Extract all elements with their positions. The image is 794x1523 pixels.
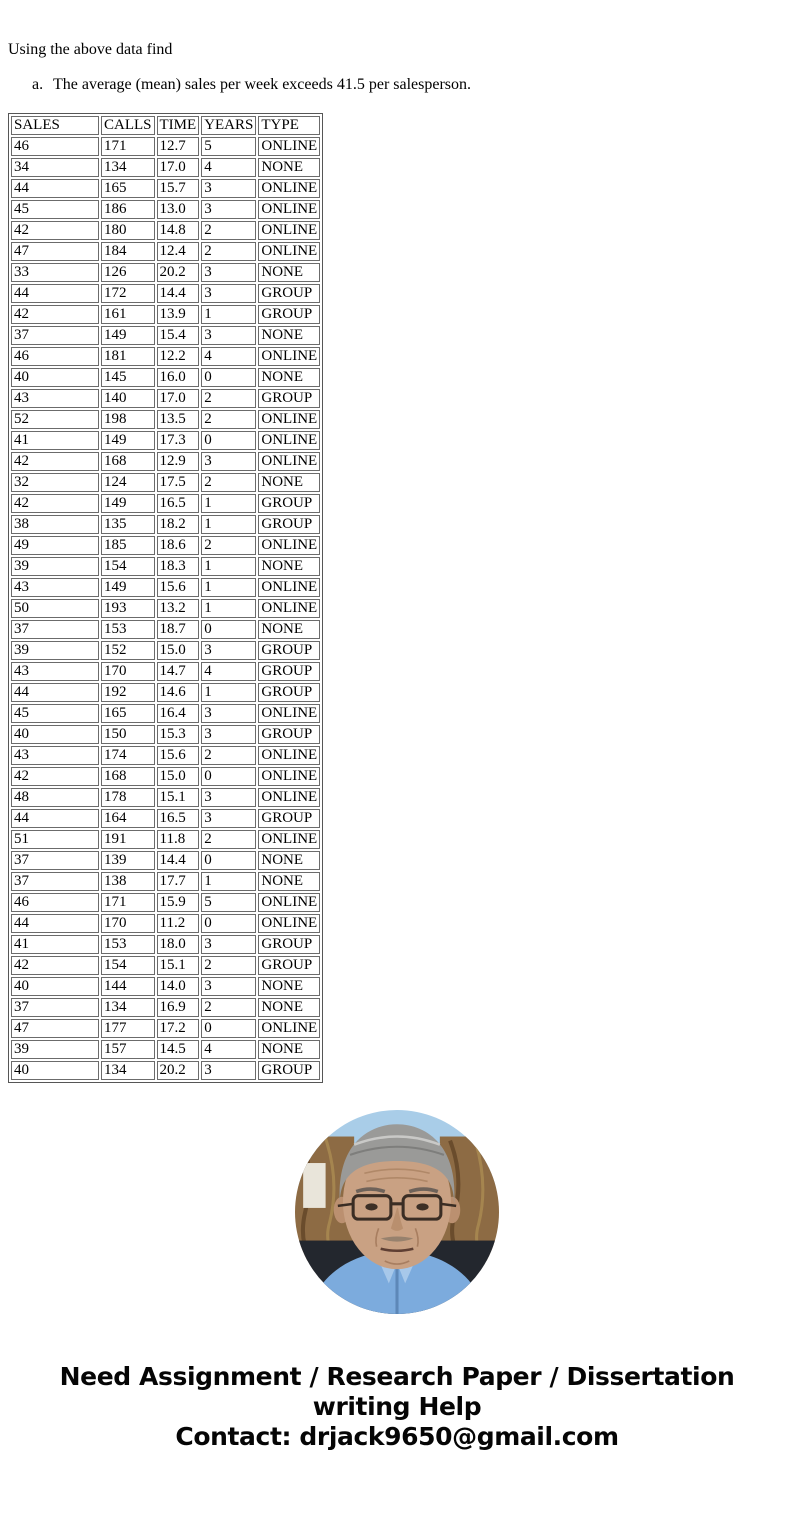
photo-container [8, 1110, 786, 1314]
table-cell: 49 [11, 536, 99, 555]
table-cell: 42 [11, 956, 99, 975]
table-cell: 12.4 [157, 242, 200, 261]
table-cell: 2 [201, 830, 256, 849]
table-cell: ONLINE [258, 536, 320, 555]
table-cell: 172 [101, 284, 155, 303]
table-cell: 14.5 [157, 1040, 200, 1059]
table-cell: NONE [258, 998, 320, 1017]
table-cell: ONLINE [258, 893, 320, 912]
table-cell: 126 [101, 263, 155, 282]
table-row [11, 452, 320, 471]
table-cell: 2 [201, 746, 256, 765]
table-cell: 168 [101, 452, 155, 471]
table-cell: ONLINE [258, 200, 320, 219]
table-row [11, 599, 320, 618]
table-cell: 2 [201, 956, 256, 975]
table-cell: 34 [11, 158, 99, 177]
table-row [11, 431, 320, 450]
table-cell: 18.0 [157, 935, 200, 954]
table-row [11, 641, 320, 660]
table-cell: 4 [201, 662, 256, 681]
table-cell: 170 [101, 914, 155, 933]
table-cell: GROUP [258, 1061, 320, 1080]
table-cell: 52 [11, 410, 99, 429]
table-cell: 44 [11, 809, 99, 828]
table-cell: 18.3 [157, 557, 200, 576]
table-cell: 17.7 [157, 872, 200, 891]
table-cell: GROUP [258, 725, 320, 744]
table-cell: 12.9 [157, 452, 200, 471]
table-cell: 17.0 [157, 389, 200, 408]
table-cell: 1 [201, 557, 256, 576]
table-cell: 2 [201, 473, 256, 492]
table-cell: 154 [101, 956, 155, 975]
table-row [11, 326, 320, 345]
table-cell: NONE [258, 326, 320, 345]
table-cell: 145 [101, 368, 155, 387]
table-cell: 40 [11, 1061, 99, 1080]
table-cell: 1 [201, 515, 256, 534]
table-cell: 3 [201, 788, 256, 807]
table-cell: 14.4 [157, 284, 200, 303]
table-cell: 1 [201, 578, 256, 597]
table-row [11, 851, 320, 870]
table-cell: 144 [101, 977, 155, 996]
table-cell: 161 [101, 305, 155, 324]
table-cell: ONLINE [258, 242, 320, 261]
table-cell: GROUP [258, 935, 320, 954]
column-header-type: TYPE [258, 116, 320, 135]
table-cell: GROUP [258, 956, 320, 975]
table-cell: 1 [201, 494, 256, 513]
table-cell: ONLINE [258, 788, 320, 807]
table-cell: 16.4 [157, 704, 200, 723]
table-cell: 16.9 [157, 998, 200, 1017]
table-cell: ONLINE [258, 830, 320, 849]
table-cell: 2 [201, 221, 256, 240]
table-cell: 14.4 [157, 851, 200, 870]
table-cell: 198 [101, 410, 155, 429]
help-banner-line-2: writing Help [312, 1392, 482, 1421]
table-cell: 32 [11, 473, 99, 492]
table-cell: 15.6 [157, 578, 200, 597]
table-cell: 157 [101, 1040, 155, 1059]
table-cell: 16.5 [157, 809, 200, 828]
table-row [11, 809, 320, 828]
person-portrait-graphic [295, 1110, 499, 1314]
table-row [11, 158, 320, 177]
table-cell: 37 [11, 851, 99, 870]
table-cell: 44 [11, 914, 99, 933]
table-cell: ONLINE [258, 914, 320, 933]
table-cell: 3 [201, 935, 256, 954]
table-cell: 191 [101, 830, 155, 849]
table-cell: 15.3 [157, 725, 200, 744]
table-cell: 14.7 [157, 662, 200, 681]
table-cell: ONLINE [258, 179, 320, 198]
table-cell: 42 [11, 452, 99, 471]
table-cell: 42 [11, 494, 99, 513]
table-row [11, 914, 320, 933]
table-cell: 15.1 [157, 788, 200, 807]
table-cell: 40 [11, 368, 99, 387]
table-row [11, 872, 320, 891]
table-cell: 134 [101, 998, 155, 1017]
table-row [11, 473, 320, 492]
table-cell: 39 [11, 641, 99, 660]
table-cell: 3 [201, 200, 256, 219]
table-row [11, 200, 320, 219]
table-cell: 3 [201, 179, 256, 198]
table-cell: 164 [101, 809, 155, 828]
table-cell: ONLINE [258, 767, 320, 786]
table-row [11, 284, 320, 303]
intro-text: Using the above data find [8, 41, 173, 58]
table-cell: NONE [258, 977, 320, 996]
table-cell: 15.7 [157, 179, 200, 198]
table-row [11, 137, 320, 156]
table-cell: 5 [201, 893, 256, 912]
table-cell: 2 [201, 242, 256, 261]
table-row [11, 347, 320, 366]
help-banner-contact-email: Contact: drjack9650@gmail.com [175, 1422, 619, 1451]
table-cell: 1 [201, 599, 256, 618]
table-cell: 17.5 [157, 473, 200, 492]
table-cell: 165 [101, 704, 155, 723]
table-row [11, 893, 320, 912]
table-cell: 0 [201, 767, 256, 786]
table-cell: 39 [11, 557, 99, 576]
table-cell: 153 [101, 935, 155, 954]
table-cell: 154 [101, 557, 155, 576]
table-cell: 3 [201, 977, 256, 996]
table-cell: 192 [101, 683, 155, 702]
table-cell: GROUP [258, 662, 320, 681]
column-header-calls: CALLS [101, 116, 155, 135]
question-item-a [32, 75, 786, 94]
table-cell: 3 [201, 704, 256, 723]
table-cell: NONE [258, 1040, 320, 1059]
data-table [8, 113, 323, 1083]
table-row [11, 704, 320, 723]
table-cell: 12.7 [157, 137, 200, 156]
table-cell: 43 [11, 389, 99, 408]
table-cell: 43 [11, 578, 99, 597]
table-cell: 20.2 [157, 263, 200, 282]
table-row [11, 557, 320, 576]
table-cell: 42 [11, 767, 99, 786]
table-cell: 1 [201, 305, 256, 324]
table-cell: 149 [101, 431, 155, 450]
table-row [11, 725, 320, 744]
table-cell: NONE [258, 620, 320, 639]
table-cell: 4 [201, 1040, 256, 1059]
table-cell: ONLINE [258, 452, 320, 471]
table-cell: 13.5 [157, 410, 200, 429]
table-cell: 153 [101, 620, 155, 639]
table-cell: 14.6 [157, 683, 200, 702]
table-cell: 0 [201, 620, 256, 639]
table-cell: ONLINE [258, 347, 320, 366]
table-row [11, 305, 320, 324]
table-cell: 149 [101, 494, 155, 513]
table-cell: 185 [101, 536, 155, 555]
table-cell: 43 [11, 746, 99, 765]
table-cell: 15.0 [157, 767, 200, 786]
table-cell: GROUP [258, 305, 320, 324]
table-cell: ONLINE [258, 410, 320, 429]
table-cell: 4 [201, 347, 256, 366]
table-cell: 2 [201, 410, 256, 429]
table-cell: 186 [101, 200, 155, 219]
table-row [11, 389, 320, 408]
table-row [11, 998, 320, 1017]
table-cell: GROUP [258, 683, 320, 702]
table-cell: 37 [11, 872, 99, 891]
table-cell: 168 [101, 767, 155, 786]
table-cell: 37 [11, 620, 99, 639]
table-cell: 4 [201, 158, 256, 177]
question-label: a. [32, 76, 44, 93]
table-row [11, 242, 320, 261]
table-row [11, 578, 320, 597]
table-cell: 15.6 [157, 746, 200, 765]
table-row [11, 767, 320, 786]
table-cell: 17.2 [157, 1019, 200, 1038]
table-cell: 171 [101, 137, 155, 156]
table-row [11, 536, 320, 555]
table-row [11, 746, 320, 765]
table-cell: 171 [101, 893, 155, 912]
table-cell: 3 [201, 452, 256, 471]
table-cell: 13.2 [157, 599, 200, 618]
table-cell: 138 [101, 872, 155, 891]
table-row [11, 368, 320, 387]
table-cell: 13.0 [157, 200, 200, 219]
table-cell: 37 [11, 326, 99, 345]
table-cell: 51 [11, 830, 99, 849]
table-cell: 46 [11, 893, 99, 912]
table-cell: 50 [11, 599, 99, 618]
table-cell: 149 [101, 578, 155, 597]
table-cell: 41 [11, 935, 99, 954]
table-cell: 0 [201, 368, 256, 387]
table-cell: 0 [201, 1019, 256, 1038]
table-cell: 16.0 [157, 368, 200, 387]
table-cell: 5 [201, 137, 256, 156]
table-cell: 47 [11, 242, 99, 261]
table-cell: 39 [11, 1040, 99, 1059]
table-cell: 46 [11, 347, 99, 366]
table-cell: 14.8 [157, 221, 200, 240]
table-cell: 134 [101, 158, 155, 177]
table-row [11, 956, 320, 975]
table-cell: 184 [101, 242, 155, 261]
table-cell: 43 [11, 662, 99, 681]
table-cell: NONE [258, 851, 320, 870]
table-cell: 3 [201, 1061, 256, 1080]
table-cell: 174 [101, 746, 155, 765]
table-cell: NONE [258, 158, 320, 177]
table-row [11, 1040, 320, 1059]
table-cell: ONLINE [258, 1019, 320, 1038]
table-cell: 0 [201, 851, 256, 870]
table-cell: 13.9 [157, 305, 200, 324]
table-cell: 18.7 [157, 620, 200, 639]
table-cell: 18.6 [157, 536, 200, 555]
table-cell: 40 [11, 977, 99, 996]
table-cell: GROUP [258, 284, 320, 303]
table-cell: GROUP [258, 809, 320, 828]
table-cell: 2 [201, 389, 256, 408]
table-cell: 16.5 [157, 494, 200, 513]
help-banner-line-1: Need Assignment / Research Paper / Dissertation [59, 1362, 735, 1391]
table-cell: 44 [11, 683, 99, 702]
table-cell: 47 [11, 1019, 99, 1038]
table-cell: 1 [201, 872, 256, 891]
table-cell: 1 [201, 683, 256, 702]
tutor-photo [295, 1110, 499, 1314]
table-cell: 3 [201, 725, 256, 744]
table-cell: 149 [101, 326, 155, 345]
table-cell: 2 [201, 998, 256, 1017]
column-header-years: YEARS [201, 116, 256, 135]
table-cell: 181 [101, 347, 155, 366]
table-cell: 15.4 [157, 326, 200, 345]
table-row [11, 788, 320, 807]
table-cell: 0 [201, 431, 256, 450]
table-cell: GROUP [258, 641, 320, 660]
table-cell: 180 [101, 221, 155, 240]
question-text: The average (mean) sales per week exceeds 41.5 per salesperson. [53, 76, 472, 93]
table-row [11, 683, 320, 702]
table-cell: 18.2 [157, 515, 200, 534]
table-cell: 178 [101, 788, 155, 807]
table-row [11, 410, 320, 429]
table-cell: ONLINE [258, 431, 320, 450]
table-cell: 170 [101, 662, 155, 681]
table-row [11, 1061, 320, 1080]
table-cell: GROUP [258, 494, 320, 513]
table-cell: 193 [101, 599, 155, 618]
table-cell: GROUP [258, 515, 320, 534]
table-cell: 33 [11, 263, 99, 282]
table-cell: ONLINE [258, 221, 320, 240]
table-cell: 0 [201, 914, 256, 933]
column-header-sales: SALES [11, 116, 99, 135]
table-cell: NONE [258, 557, 320, 576]
table-cell: 177 [101, 1019, 155, 1038]
table-row [11, 494, 320, 513]
table-row [11, 662, 320, 681]
table-cell: 44 [11, 284, 99, 303]
table-cell: 3 [201, 641, 256, 660]
table-cell: 45 [11, 704, 99, 723]
table-cell: NONE [258, 872, 320, 891]
table-cell: 124 [101, 473, 155, 492]
table-cell: ONLINE [258, 599, 320, 618]
table-cell: NONE [258, 368, 320, 387]
table-cell: 20.2 [157, 1061, 200, 1080]
table-cell: 41 [11, 431, 99, 450]
table-row [11, 977, 320, 996]
table-cell: 3 [201, 326, 256, 345]
table-cell: 14.0 [157, 977, 200, 996]
table-cell: 37 [11, 998, 99, 1017]
table-cell: 44 [11, 179, 99, 198]
table-cell: 165 [101, 179, 155, 198]
table-cell: ONLINE [258, 137, 320, 156]
table-row [11, 830, 320, 849]
table-row [11, 1019, 320, 1038]
table-cell: GROUP [258, 389, 320, 408]
table-cell: 15.1 [157, 956, 200, 975]
table-cell: ONLINE [258, 578, 320, 597]
table-row [11, 179, 320, 198]
table-cell: NONE [258, 263, 320, 282]
table-cell: 150 [101, 725, 155, 744]
table-cell: 152 [101, 641, 155, 660]
table-cell: 12.2 [157, 347, 200, 366]
column-header-time: TIME [157, 116, 200, 135]
table-cell: 42 [11, 305, 99, 324]
table-cell: 3 [201, 284, 256, 303]
table-cell: 139 [101, 851, 155, 870]
table-cell: ONLINE [258, 704, 320, 723]
table-cell: 134 [101, 1061, 155, 1080]
table-cell: 40 [11, 725, 99, 744]
table-cell: 17.3 [157, 431, 200, 450]
table-row [11, 515, 320, 534]
table-cell: 48 [11, 788, 99, 807]
table-row [11, 263, 320, 282]
table-header-row [11, 116, 320, 135]
table-cell: 38 [11, 515, 99, 534]
table-cell: ONLINE [258, 746, 320, 765]
table-cell: 11.8 [157, 830, 200, 849]
table-row [11, 221, 320, 240]
table-row [11, 935, 320, 954]
table-cell: 140 [101, 389, 155, 408]
table-cell: 15.0 [157, 641, 200, 660]
table-cell: 135 [101, 515, 155, 534]
table-cell: 3 [201, 809, 256, 828]
help-banner [8, 1362, 786, 1452]
table-cell: 2 [201, 536, 256, 555]
table-cell: 42 [11, 221, 99, 240]
table-cell: 15.9 [157, 893, 200, 912]
table-cell: 17.0 [157, 158, 200, 177]
table-cell: 46 [11, 137, 99, 156]
table-cell: NONE [258, 473, 320, 492]
table-row [11, 620, 320, 639]
table-cell: 11.2 [157, 914, 200, 933]
table-cell: 3 [201, 263, 256, 282]
table-cell: 45 [11, 200, 99, 219]
